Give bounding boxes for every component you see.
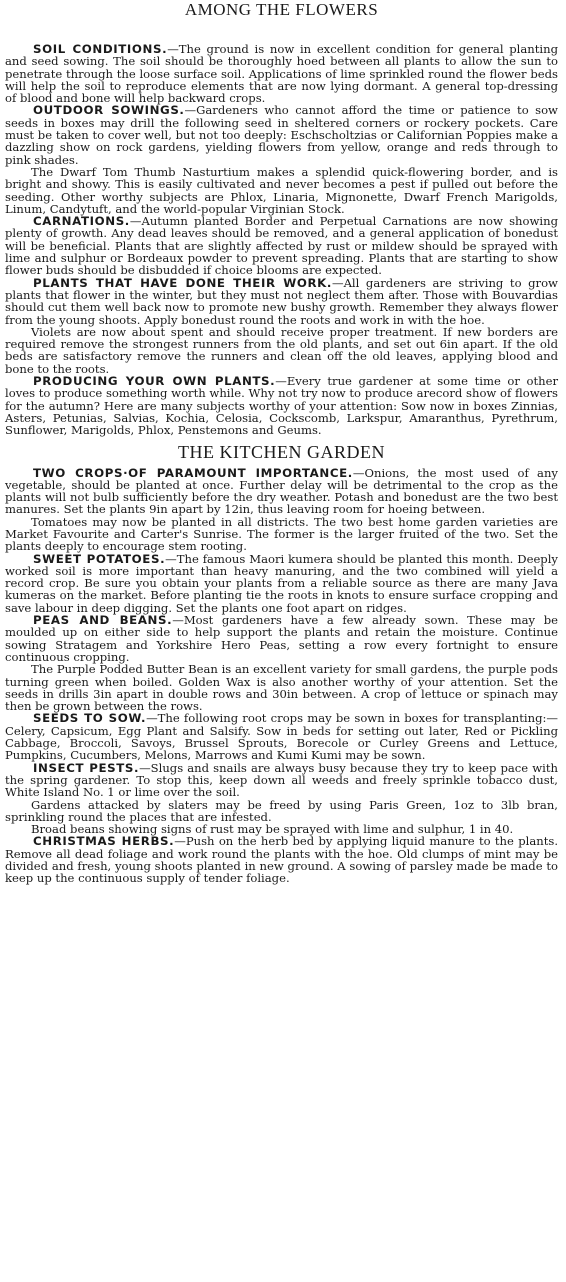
section-christmas-herbs xyxy=(5,835,558,884)
section-paragraph: PEAS AND BEANS.—Most gardeners have a few already sown. These may be moulded up on either side to help support the plants and retain the moisture. Continue sowing Stratagem and Yorkshire Hero Peas, setting a row every fortnight to ensure continuous cropping. xyxy=(5,613,558,664)
section-heading: INSECT PESTS. xyxy=(33,760,140,775)
section-paragraph: The Purple Podded Butter Bean is an excellent variety for small gardens, the purple pods turning green when boiled. Golden Wax is also another worthy of your attention. Set the seeds in drills 3in apart in double rows and 30in between. A crop of lettuce or spinach may then be grown between the rows. xyxy=(5,662,558,714)
section-paragraph: CHRISTMAS HERBS.—Push on the herb bed by applying liquid manure to the plants. Remove all dead foliage and work round the plants with the hoe. Old clumps of mint may be divided and fresh, young shoots planted in new ground. A sowing of parsley made be made to keep up the continuous supply of tender foliage. xyxy=(5,834,558,886)
section-heading: PEAS AND BEANS. xyxy=(33,613,173,628)
section-paragraph: Violets are now about spent and should receive proper treatment. If new borders are required remove the strongest runners from the old plants, and set out 6in apart. If the old beds are satisfactory remove the runners and clean off the old leaves, applying blood and bone to the roots. xyxy=(5,324,558,376)
section-paragraph: The Dwarf Tom Thumb Nasturtium makes a splendid quick-flowering border, and is bright and showy. This is easily cultivated and never becomes a pest if pulled out before the seeding. Other worthy subjects are Phlox, Linaria, Mignonette, Dwarf French Marigolds, Linum, Candytuft, and the world-popular Virginian Stock. xyxy=(5,164,558,216)
section-heading: OUTDOOR SOWINGS. xyxy=(33,103,185,118)
section-paragraph: Broad beans showing signs of rust may be sprayed with lime and sulphur, 1 in 40. xyxy=(31,822,514,837)
section-heading: CARNATIONS. xyxy=(33,214,130,229)
section-paragraph: PRODUCING YOUR OWN PLANTS.—Every true gardener at some time or other loves to produce something worth while. Why not try now to produce arecord show of flowers for the autumn? Here are many subjects worthy of your attention: Sow now in boxes Zinnias, Asters, Petunias, Salvias, Kochia, Celosia, Cockscomb, Larkspur, Amaranthus, Pyrethrum, Sunflower, Marigolds, Phlox, Penstemons and Geums. xyxy=(5,374,558,438)
section-paragraph: CARNATIONS.—Autumn planted Border and Perpetual Carnations are now showing plenty of growth. Any dead leaves should be removed, and a general application of bonedust will be beneficial. Plants that are slightly affected by rust or mildew should be sprayed with lime and sulphur or Bordeaux powder to prevent spreading. Plants that are starting to show flower buds should be disbudded if choice blooms are expected. xyxy=(5,214,558,278)
section-heading: TWO CROPS·OF PARAMOUNT IMPORTANCE. xyxy=(33,465,353,480)
section-sweet-potatoes xyxy=(5,553,558,614)
section-heading: PLANTS THAT HAVE DONE THEIR WORK. xyxy=(33,275,332,290)
section-heading: SWEET POTATOES. xyxy=(33,551,166,566)
section-paragraph: OUTDOOR SOWINGS.—Gardeners who cannot afford the time or patience to sow seeds in boxes may drill the following seed in sheltered corners or rockery pockets. Care must be taken to cover well, but not too deeply: Eschscholtzias or Californian Poppies make a dazzling show on rock gardens, yielding flowers from yellow, orange and reds through to pink shades. xyxy=(5,103,558,167)
section-heading: SOIL CONDITIONS. xyxy=(33,42,168,56)
section-paragraph: PLANTS THAT HAVE DONE THEIR WORK.—All gardeners are striving to grow plants that flower in the winter, but they must not neglect them after. Those with Bouvardias should cut them well back now to promote new bushy growth. Remember they always flower from the young shoots. Apply bonedust round the roots and work in with the hoe. xyxy=(5,275,558,327)
kitchen-garden-title: THE KITCHEN GARDEN xyxy=(178,441,385,462)
section-two-crops xyxy=(5,467,558,553)
section-paragraph: SWEET POTATOES.—The famous Maori kumera should be planted this month. Deeply worked soil is more important than heavy manuring, and the two combined will yield a record crop. Be sure you obtain your plants from a reliable source as there are many Java kumeras on the market. Before planting tie the roots in knots to ensure surface cropping and save labour in deep digging. Set the plants one foot apart on ridges. xyxy=(5,551,558,615)
among-the-flowers-title: AMONG THE FLOWERS xyxy=(184,0,379,19)
section-paragraph: INSECT PESTS.—Slugs and snails are always busy because they try to keep pace with the spring gardener. To stop this, keep down all weeds and freely sprinkle tobacco dust, White Island No. 1 or lime over the soil. xyxy=(5,760,559,800)
section-insect-pests xyxy=(5,762,558,836)
section-paragraph: TWO CROPS·OF PARAMOUNT IMPORTANCE.—Onions, the most used of any vegetable, should be planted at once. Further delay will be detrimental to the crop as the plants will not bulb sufficiently before the dry weather. Potash and bonedust are the two best manures. Set the plants 9in apart by 12in, thus leaving room for hoeing between. xyxy=(5,465,558,517)
section-paragraph: Gardens attacked by slaters may be freed by using Paris Green, 1oz to 3lb bran, sprinkling round the places that are infested. xyxy=(5,797,558,824)
section-paragraph: Tomatoes may now be planted in all districts. The two best home garden varieties are Market Favourite and Carter's Sunrise. The former is the larger fruited of the two. Set the plants deeply to encourage stem rooting. xyxy=(5,514,558,554)
section-paragraph: SEEDS TO SOW.—The following root crops may be sown in boxes for transplanting:—Celery, Capsicum, Egg Plant and Salsify. Sow in beds for setting out later, Red or Pickling Cabbage, Broccoli, Savoys, Brussel Sprouts, Borecole or Curley Greens and Lettuce, Pumpkins, Cucumbers, Melons, Marrows and Kumi Kumi may be sown. xyxy=(5,711,558,763)
section-outdoor-sowings xyxy=(5,104,558,215)
section-soil-conditions xyxy=(5,43,558,104)
section-carnations xyxy=(5,215,558,276)
section-heading: SEEDS TO SOW. xyxy=(33,711,147,726)
section-plants-done-work xyxy=(5,277,558,375)
section-paragraph: SOIL CONDITIONS.—The ground is now in excellent condition for general planting and seed sowing. The soil should be thoroughly hoed between all plants to allow the sun to penetrate through the loose surface soil. Applications of lime sprinkled round the flower beds will help the soil to reproduce elements that are now lying dormant. A general top-dressing of blood and bone will help backward crops. xyxy=(5,42,558,106)
section-heading: CHRISTMAS HERBS. xyxy=(33,834,175,849)
section-peas-beans xyxy=(5,614,558,712)
section-producing-plants xyxy=(5,375,558,436)
section-seeds-to-sow xyxy=(5,712,558,761)
section-heading: PRODUCING YOUR OWN PLANTS. xyxy=(33,374,276,389)
